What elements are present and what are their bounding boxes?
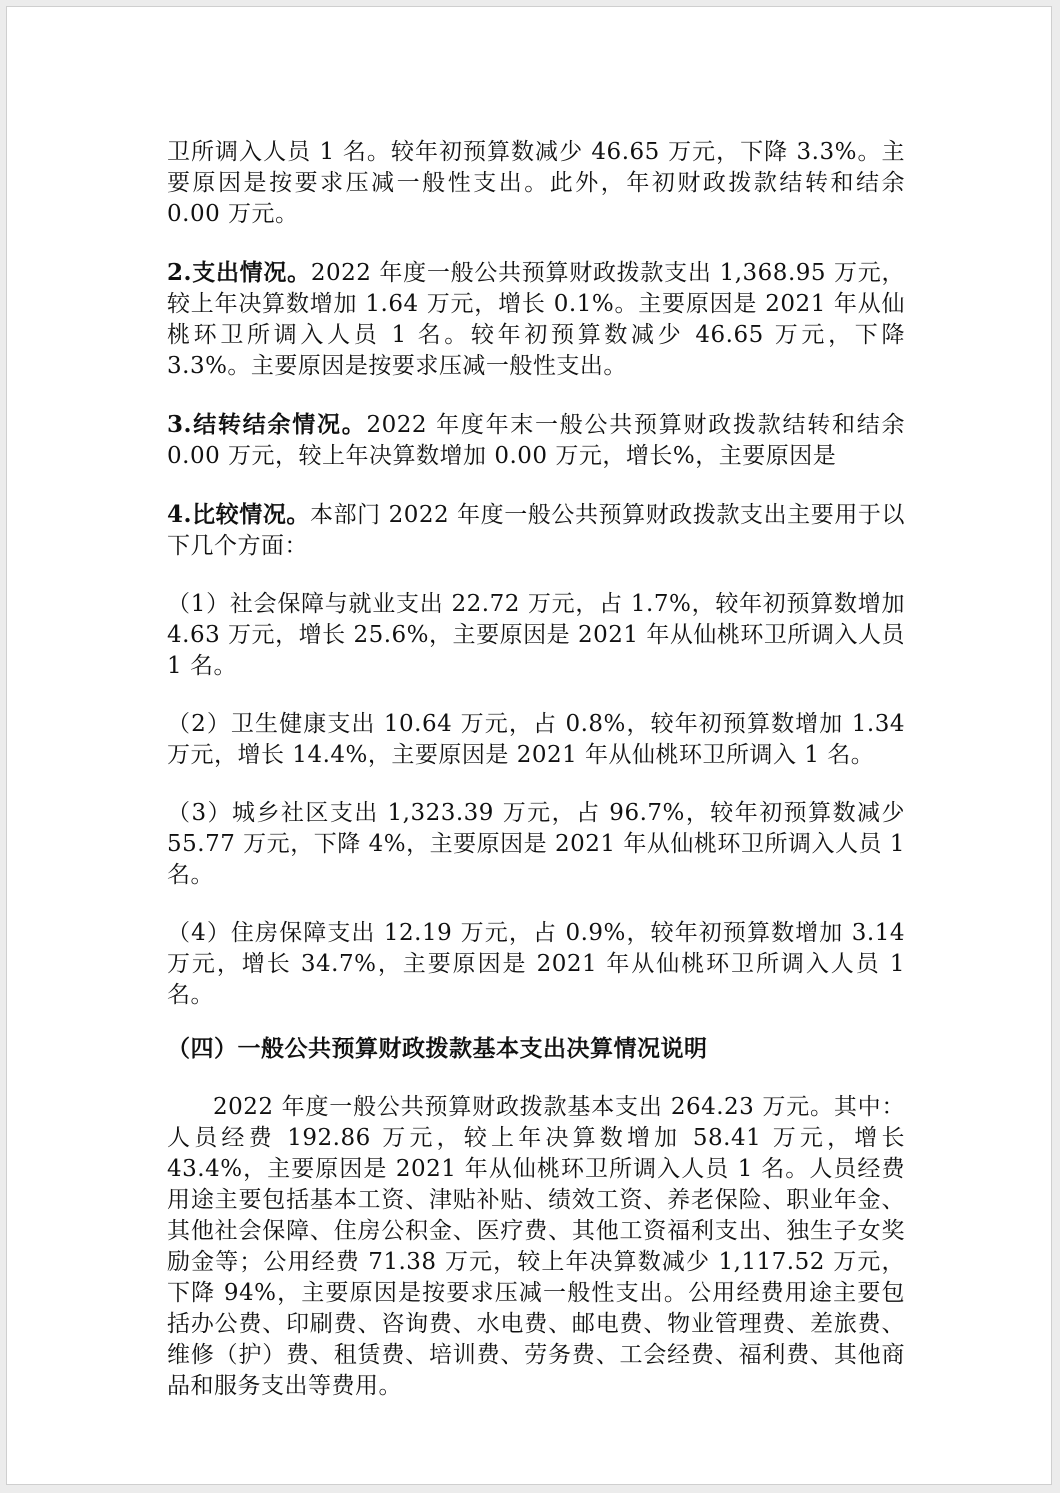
section-body: 2022 年度一般公共预算财政拨款基本支出 264.23 万元。其中：人员经费 192.86 万元，较上年决算数增加 58.41 万元，增长 43.4%，主要原因是 2021 年从仙桃环卫所调入人员 1 名。人员经费用途主要包括基本工资、津贴补贴、绩效工资、养老保险、职业年金、其他社会保障、住房公积金、医疗费、其他工资福利支出、独生子女奖励金等；公用经费 71.38 万元，较上年决算数减少 1,117.52 万元，下降 94%，主要原因是按要求压减一般性支出。公用经费用途主要包括办公费、印刷费、咨询费、水电费、邮电费、物业管理费、差旅费、维修（护）费、租赁费、培训费、劳务费、工会经费、福利费、其他商品和服务支出等费用。 <box>167 1094 905 1399</box>
paragraph-text: 2022 年度一般公共预算财政拨款支出 1,368.95 万元，较上年决算数增加 1.64 万元，增长 0.1%。主要原因是 2021 年从仙桃环卫所调入人员 1 名。较年初预算数减少 46.65 万元，下降 3.3%。主要原因是按要求压减一般性支出。 <box>167 260 905 379</box>
paragraph-expenditure <box>167 257 905 382</box>
list-item-health <box>167 709 905 771</box>
paragraph-carryover <box>167 137 905 230</box>
paragraph-balance <box>167 409 905 472</box>
document-body <box>167 137 905 1429</box>
list-item-housing <box>167 918 905 1011</box>
paragraph-lead: 2.支出情况。 <box>167 259 311 286</box>
paragraph-text: （3）城乡社区支出 1,323.39 万元，占 96.7%，较年初预算数减少 55.77 万元，下降 4%，主要原因是 2021 年从仙桃环卫所调入人员 1 名。 <box>167 800 905 888</box>
list-item-social-security <box>167 589 905 682</box>
paragraph-text: （1）社会保障与就业支出 22.72 万元，占 1.7%，较年初预算数增加 4.63 万元，增长 25.6%，主要原因是 2021 年从仙桃环卫所调入人员 1 名。 <box>167 591 905 679</box>
list-item-urban-rural <box>167 798 905 891</box>
paragraph-text: 2022 年度年末一般公共预算财政拨款结转和结余 0.00 万元，较上年决算数增加 0.00 万元，增长%，主要原因是 <box>167 412 905 469</box>
paragraph-lead: 4.比较情况。 <box>167 501 310 528</box>
paragraph-text: 卫所调入人员 1 名。较年初预算数减少 46.65 万元，下降 3.3%。主要原因是按要求压减一般性支出。此外，年初财政拨款结转和结余 0.00 万元。 <box>167 139 905 227</box>
document-page <box>6 6 1052 1485</box>
paragraph-text: 本部门 2022 年度一般公共预算财政拨款支出主要用于以下几个方面： <box>167 502 906 559</box>
paragraph-lead: 3.结转结余情况。 <box>167 411 367 438</box>
paragraph-text: （4）住房保障支出 12.19 万元，占 0.9%，较年初预算数增加 3.14 万元，增长 34.7%，主要原因是 2021 年从仙桃环卫所调入人员 1 名。 <box>167 920 905 1008</box>
paragraph-comparison <box>167 499 905 562</box>
section-heading: （四）一般公共预算财政拨款基本支出决算情况说明 <box>167 1035 708 1062</box>
paragraph-text: （2）卫生健康支出 10.64 万元，占 0.8%，较年初预算数增加 1.34 万元，增长 14.4%，主要原因是 2021 年从仙桃环卫所调入 1 名。 <box>167 711 905 768</box>
